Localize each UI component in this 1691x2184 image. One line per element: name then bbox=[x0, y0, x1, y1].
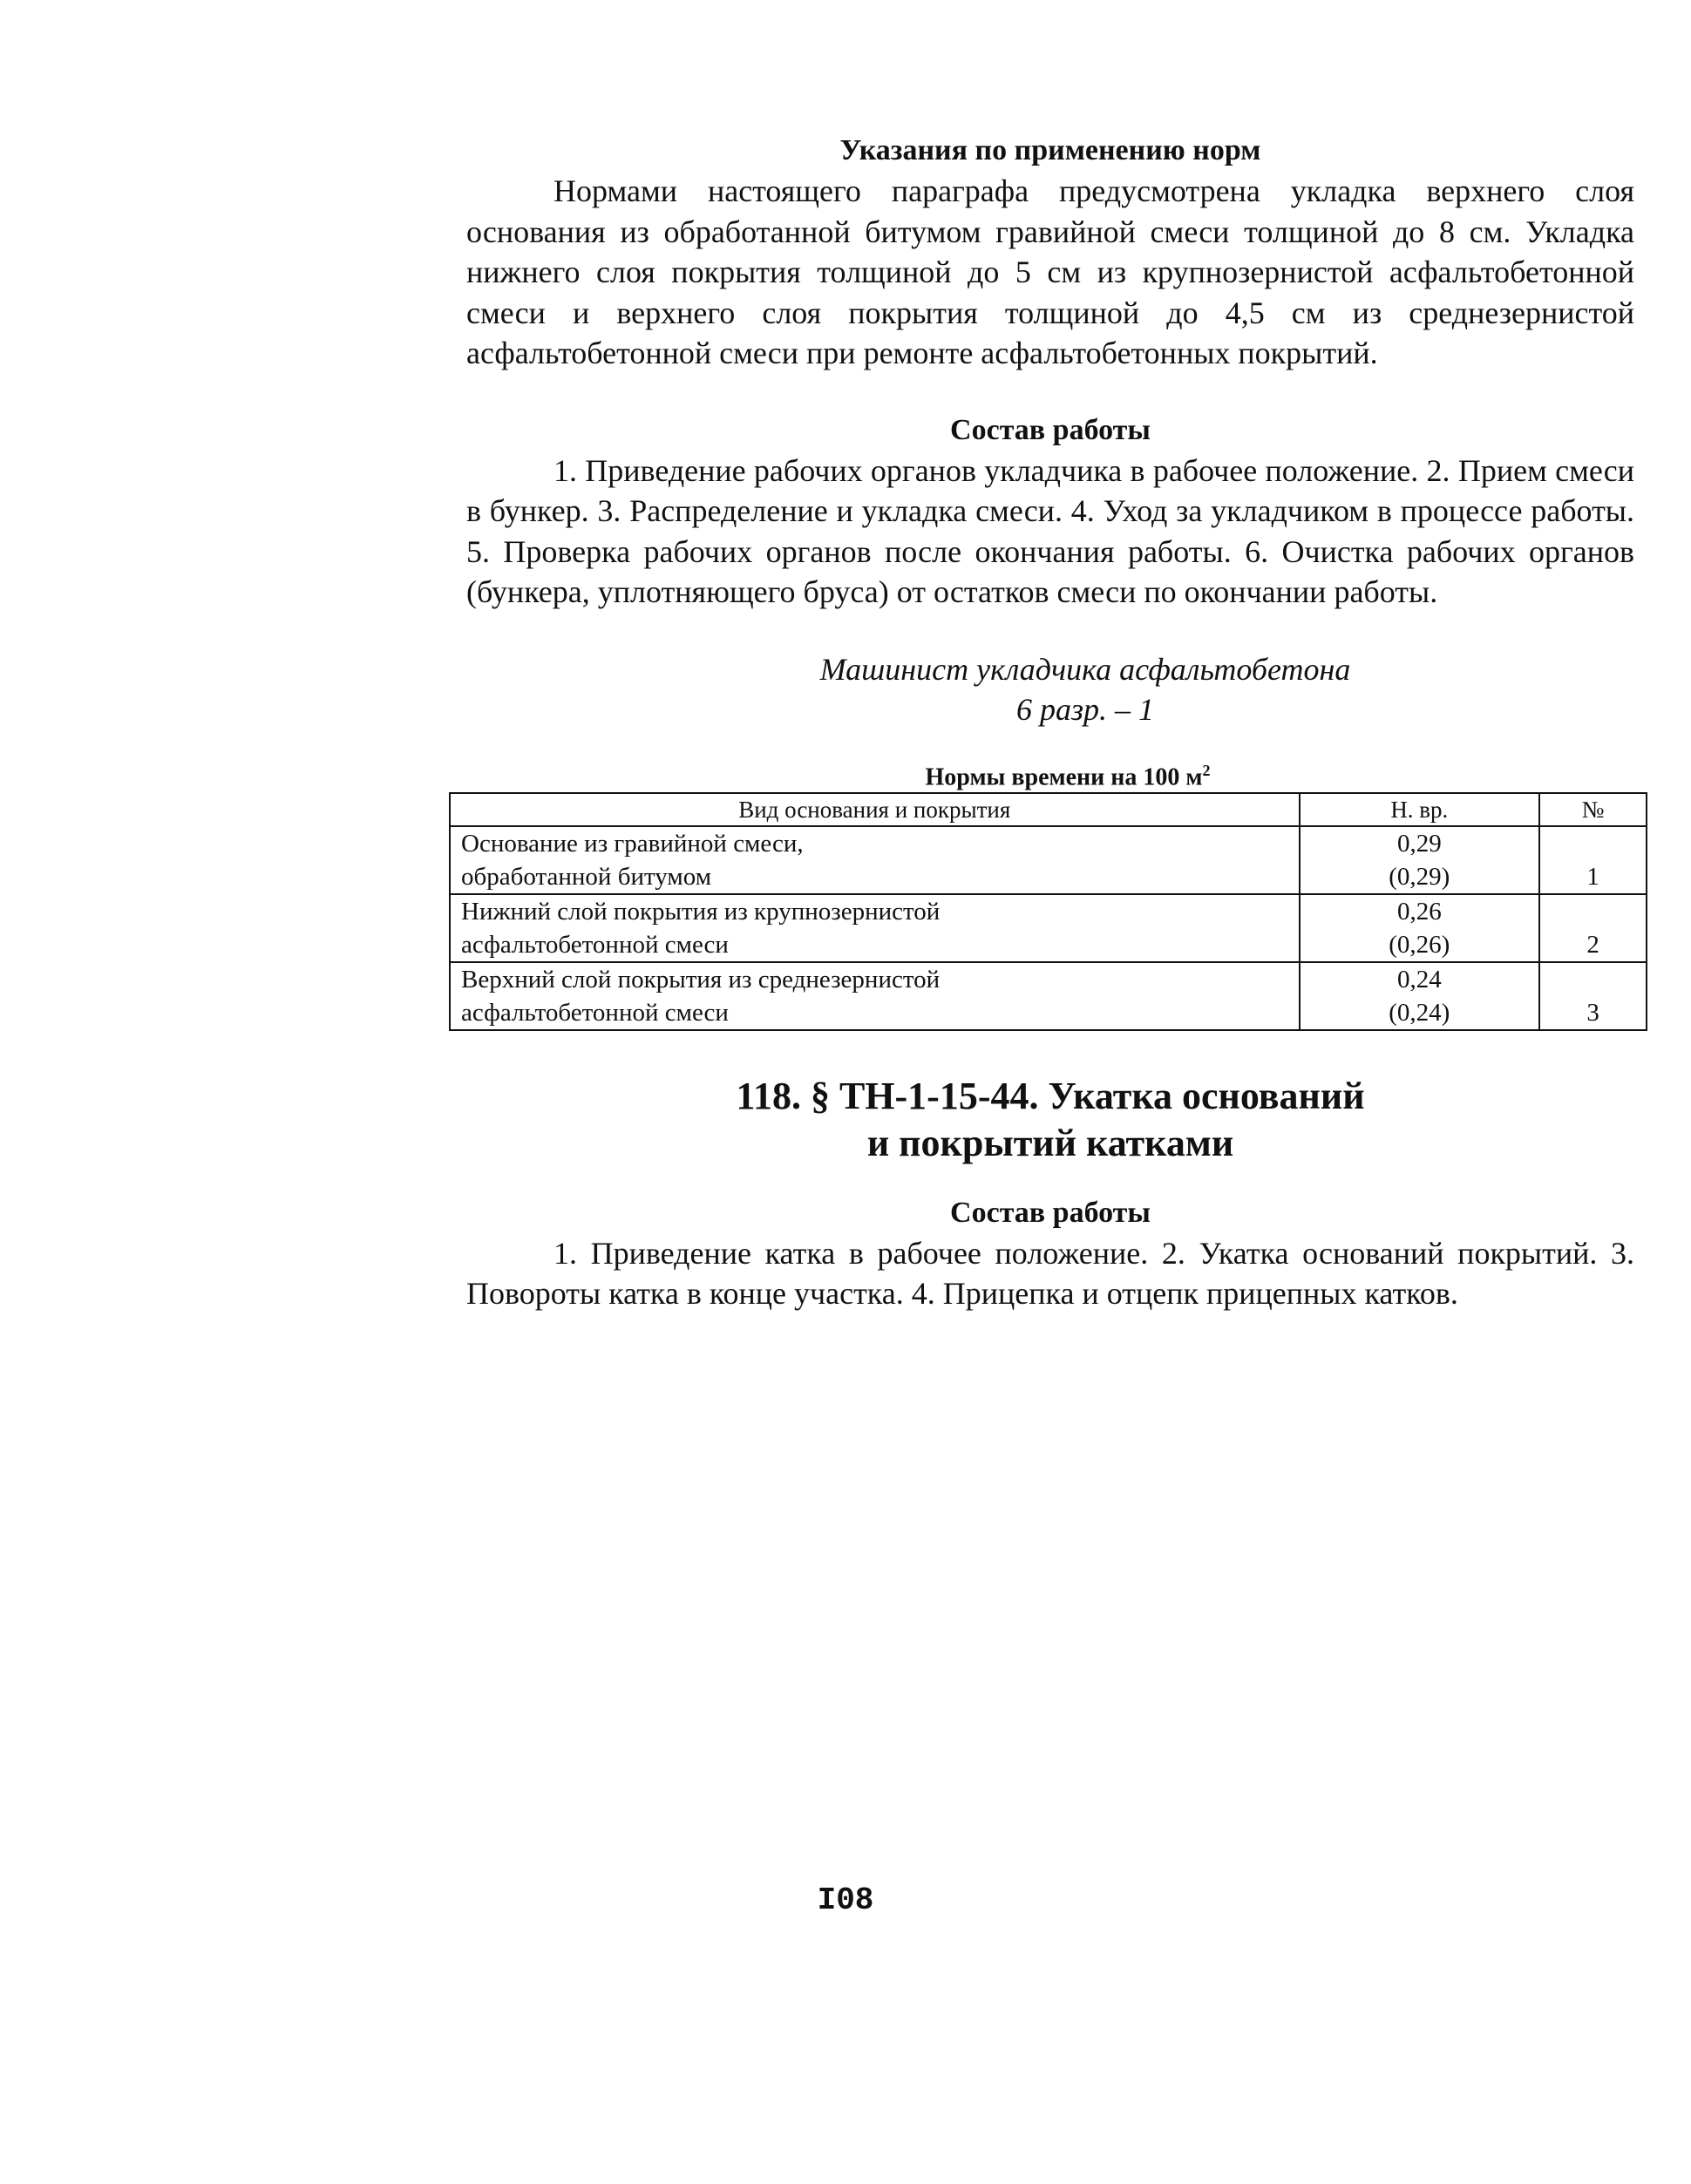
header-norm: Н. вр. bbox=[1300, 793, 1540, 826]
rolling-work-text: 1. Приведение катка в рабочее положение. 2. Укатка оснований покрытий. 3. Повороты катка в конце участка. 4. Прицепка и отцепк прицепных катков. bbox=[466, 1235, 1634, 1312]
work-composition-heading: Состав работы bbox=[950, 413, 1151, 446]
header-number: № bbox=[1539, 793, 1647, 826]
table-row bbox=[450, 894, 1647, 962]
rolling-work-heading: Состав работы bbox=[950, 1196, 1151, 1229]
table-row bbox=[450, 962, 1647, 1030]
row-type bbox=[450, 826, 1300, 894]
row-number: 2 bbox=[1539, 894, 1647, 962]
row-type bbox=[450, 962, 1300, 1030]
norms-table-title bbox=[501, 756, 1634, 792]
row-number: 1 bbox=[1539, 826, 1647, 894]
row-type bbox=[450, 894, 1300, 962]
row-norm-value: 0,24 bbox=[1396, 965, 1442, 994]
row-norm bbox=[1300, 826, 1540, 894]
norms-table bbox=[449, 792, 1647, 1031]
norms-table-title-sup: 2 bbox=[1202, 761, 1211, 779]
norms-table-title-text: Нормы времени на 100 м bbox=[925, 763, 1203, 790]
row-type-line1: Основание из гравийной смеси, bbox=[461, 829, 804, 858]
work-composition-text: 1. Приведение рабочих органов укладчика в рабочее положение. 2. Прием смеси в бункер. 3. Распределение и укладка смеси. 4. Уход за укладчиком в процессе работы. 5. Проверка рабочих органов после окончания работы. 6. Очистка рабочих органов (бункера, уплотняющего бруса) от остатков смеси по окончании работы. bbox=[466, 452, 1634, 609]
usage-notes-text: Нормами настоящего параграфа предусмотрена укладка верхнего слоя основания из обработанной битумом гравийной смеси толщиной до 8 см. Укладка нижнего слоя покрытия толщиной до 5 см из крупнозернистой асфальтобетонной смеси и верхнего слоя покрытия толщиной до 4,5 см из среднезернистой асфальтобетонной смеси при ремонте асфальтобетонных покрытий. bbox=[466, 173, 1634, 370]
row-type-line1: Верхний слой покрытия из среднезернистой bbox=[461, 965, 941, 994]
row-number: 3 bbox=[1539, 962, 1647, 1030]
page-number: I08 bbox=[817, 1882, 874, 1918]
row-type-line1: Нижний слой покрытия из крупнозернистой bbox=[461, 897, 941, 926]
row-norm bbox=[1300, 962, 1540, 1030]
header-type: Вид основания и покрытия bbox=[450, 793, 1300, 826]
section-title-line2: и покрытий катками bbox=[866, 1121, 1234, 1164]
section-title-line1: 118. § ТН-1-15-44. Укатка оснований bbox=[736, 1074, 1365, 1117]
usage-notes-heading: Указания по применению норм bbox=[839, 134, 1261, 166]
row-type-line2: асфальтобетонной смеси bbox=[461, 930, 729, 959]
row-norm-value-paren: (0,24) bbox=[1389, 998, 1450, 1027]
row-norm bbox=[1300, 894, 1540, 962]
row-norm-value-paren: (0,26) bbox=[1389, 930, 1450, 959]
row-type-line2: асфальтобетонной смеси bbox=[461, 998, 729, 1027]
row-type-line2: обработанной битумом bbox=[461, 862, 712, 891]
worker-title: Машинист укладчика асфальтобетона bbox=[819, 651, 1351, 687]
worker-grade: 6 разр. – 1 bbox=[1015, 691, 1155, 727]
row-norm-value: 0,26 bbox=[1396, 897, 1442, 926]
page-content bbox=[461, 131, 1634, 1314]
row-norm-value: 0,29 bbox=[1396, 829, 1442, 858]
row-norm-value-paren: (0,29) bbox=[1389, 862, 1450, 891]
table-header-row bbox=[450, 793, 1647, 826]
table-row bbox=[450, 826, 1647, 894]
